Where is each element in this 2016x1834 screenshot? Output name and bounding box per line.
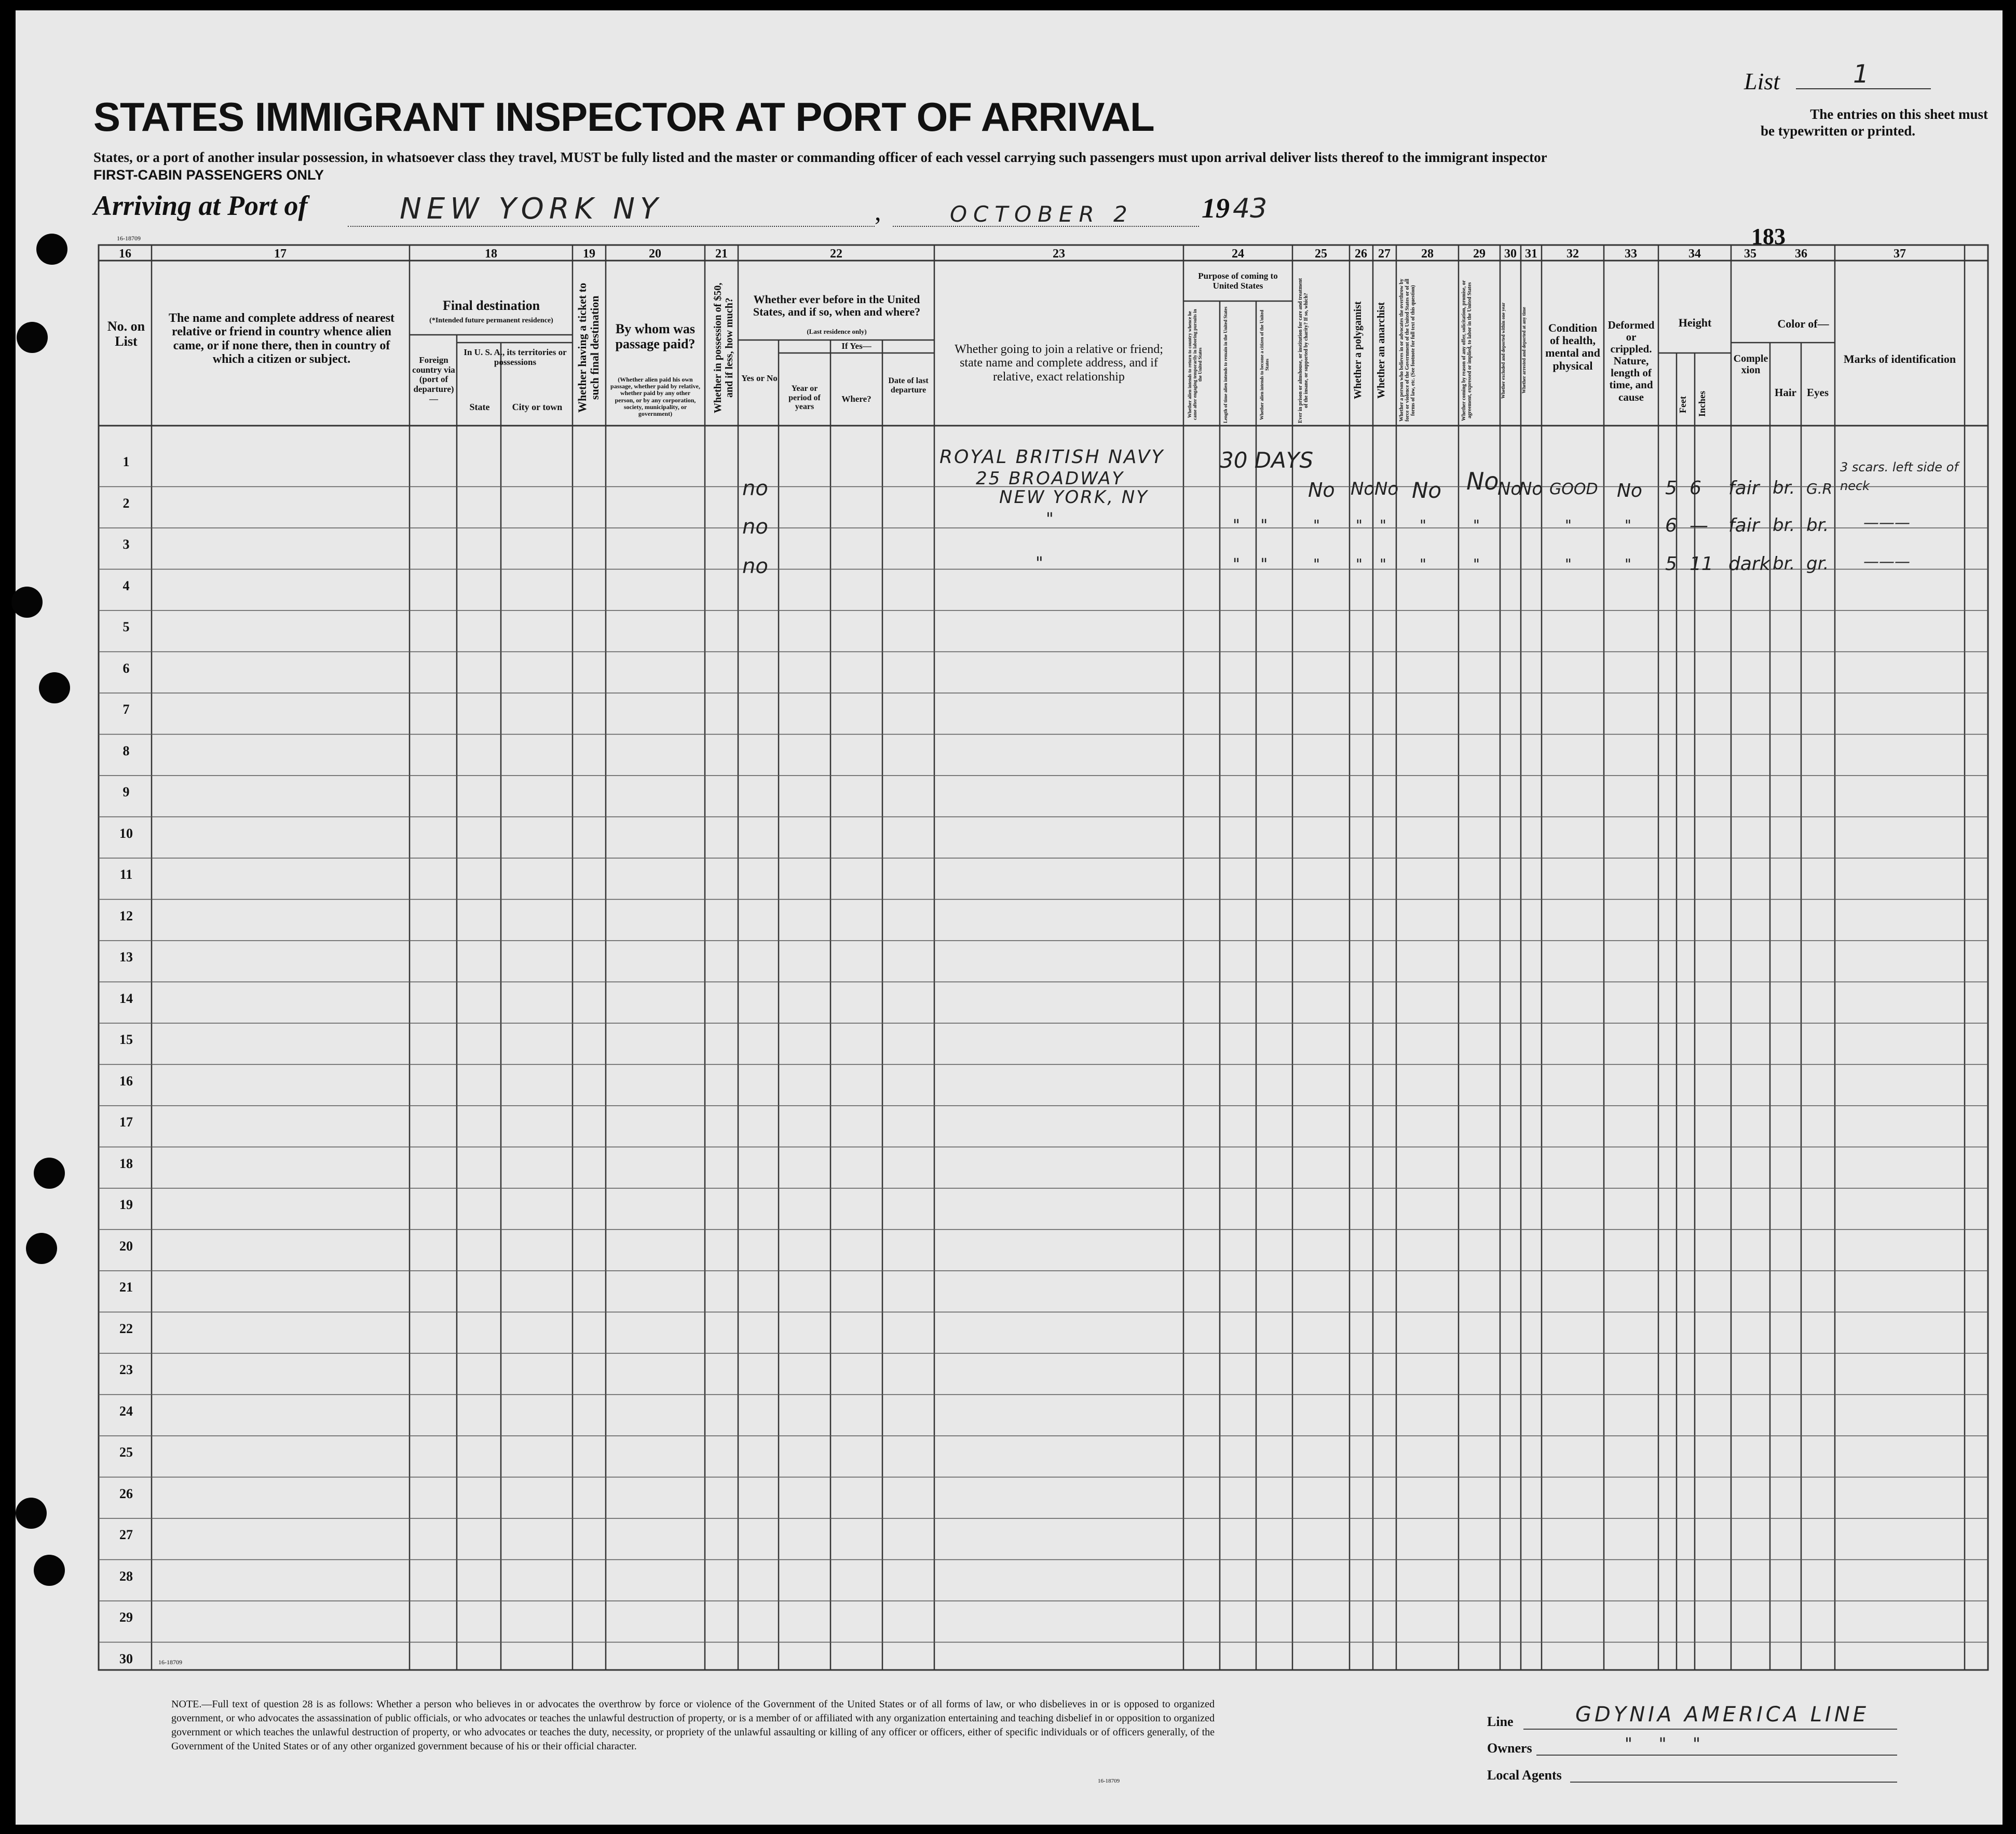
header-c21: Whether in possession of $50, and if less, how much? [712, 282, 735, 413]
header-c28: Whether a person who believes in or advocates the overthrow by force or violence of the Government of the United States or of all forms of law, etc. (See footnote for full text of this question) [1399, 279, 1416, 422]
row-number: 18 [119, 1156, 133, 1171]
row-number: 24 [119, 1403, 133, 1419]
entry-1-c27: No [1374, 479, 1399, 499]
entry-1-complexion: fair [1728, 478, 1760, 499]
row-number: 17 [119, 1115, 133, 1130]
row-number: 14 [119, 990, 133, 1006]
row-number: 30 [119, 1651, 133, 1666]
column-number: 30 [1504, 247, 1517, 261]
entry-1-hair: br. [1773, 478, 1795, 498]
entry-2-eyes: br. [1806, 515, 1829, 536]
entry-1-c28: No [1412, 478, 1442, 503]
footer-note: NOTE.—Full text of question 28 is as follows: Whether a person who believes in or advocates the overthrow by force or violence of the Government of the United States or of all forms of law, or who disbelieves in or is opposed to organized government, or who advocates the assassination of public officials, or who advocates or teaches the unlawful destruction of property, or is a member of or affiliated with any organization entertaining and teaching disbelief in or opposition to organized government or which teaches the unlawful destruction of property, or who advocates or teaches the duty, necessity, or propriety of the unlawful assaulting or killing of any officer or officers, either of specific individuals or of officers generally, of the Government of the United States or of any other organized government because of his or their official character. [171, 1699, 1215, 1752]
row-number: 16 [119, 1073, 133, 1089]
entry-3-c26: " [1356, 555, 1363, 573]
header-c25: Ever in prison or almshouse, or institution for care and treatment of the insane, or supported by charity? If so, which? [1298, 278, 1309, 423]
entry-2-c26: " [1356, 517, 1363, 534]
entry-3-hair: br. [1773, 553, 1795, 574]
entry-1-deformed: No [1617, 480, 1642, 501]
intro-line: States, or a port of another insular possession, in whatsoever class they travel, MUST be fully listed and the master or commanding officer of each vessel carrying such passengers must upon arrival deliver lists thereof to the immigrant inspector [93, 150, 1547, 165]
line-value: GDYNIA AMERICA LINE [1575, 1703, 1870, 1727]
column-number: 33 [1625, 247, 1637, 261]
entry-2-yesno: no [742, 515, 768, 539]
year-value: 43 [1233, 193, 1268, 224]
agents-underline [1570, 1782, 1897, 1783]
entry-1-c26: No [1351, 479, 1375, 499]
header-c37: Marks of identification [1843, 352, 1956, 365]
arriving-label: Arriving at Port of [93, 190, 308, 221]
header-c22-note: (Last residence only) [807, 328, 867, 335]
row-number: 1 [122, 454, 130, 469]
header-c18-state: State [469, 402, 490, 412]
date-value: OCTOBER 2 [950, 201, 1134, 227]
entry-1-c25: No [1308, 479, 1335, 501]
entry-3-feet: 5 [1665, 553, 1677, 575]
column-number: 23 [1053, 247, 1065, 261]
header-c22-yesno: Yes or No [741, 373, 778, 383]
entry-2-deformed: " [1625, 517, 1631, 534]
entry-3-c25: " [1313, 555, 1320, 573]
entry-2-c29: " [1473, 517, 1480, 534]
header-c33: Deformed or crippled. Nature, length of time, and cause [1608, 319, 1655, 403]
entry-3-health: " [1565, 555, 1572, 573]
header-c17: The name and complete address of nearest relative or friend in country whence alien came, or if none there, then in country of which a citizen or subject. [168, 311, 395, 366]
entry-1-length: 30 DAYS [1220, 447, 1314, 473]
column-number: 17 [274, 247, 287, 261]
list-value: 1 [1853, 60, 1869, 89]
entry-1-join-line3: NEW YORK, NY [999, 487, 1149, 508]
header-c27: Whether an anarchist [1375, 302, 1387, 399]
line-label: Line [1487, 1714, 1514, 1729]
header-c24-c: Whether alien intends to become a citizen of the United States [1259, 309, 1270, 420]
entry-2-c25: " [1313, 517, 1320, 534]
row-number: 22 [119, 1321, 133, 1336]
entry-3-marks: ——— [1863, 553, 1910, 571]
entry-2-marks: ——— [1863, 514, 1910, 532]
row-number: 11 [119, 867, 133, 882]
row-number: 6 [122, 660, 130, 676]
row-number: 10 [119, 825, 133, 841]
entry-3-c28: " [1420, 555, 1426, 573]
column-number: 34 [1688, 247, 1701, 261]
header-c24-b: Length of time alien intends to remain in the United States [1223, 306, 1228, 423]
row-number: 28 [119, 1568, 133, 1584]
row-number: 7 [122, 702, 130, 717]
column-number: 31 [1525, 247, 1537, 261]
entry-2-health: " [1565, 517, 1572, 534]
column-number: 35 [1744, 247, 1756, 261]
header-c18-title: Final destination [442, 298, 540, 313]
row-number: 29 [119, 1610, 133, 1625]
entry-2-length: " " [1233, 517, 1268, 535]
header-c36-title: Color of— [1777, 317, 1829, 330]
owners-underline [1536, 1755, 1897, 1756]
entry-1-eyes: G.R [1806, 480, 1833, 497]
entry-1-c29: No [1466, 467, 1499, 495]
entry-1-join-line1: ROYAL BRITISH NAVY [939, 446, 1165, 468]
header-c32: Condition of health, mental and physical [1545, 321, 1600, 372]
header-c22-title: Whether ever before in the United States, and if so, when and where? [753, 293, 921, 319]
entry-1-marks: 3 scars. left side of neck [1840, 460, 1958, 493]
header-c36-eyes: Eyes [1807, 386, 1829, 399]
entry-3-c29: " [1473, 555, 1480, 573]
header-c22-ifyes: If Yes— [841, 341, 871, 351]
entry-3-join: " [1036, 553, 1043, 573]
footer-note-form-number: 16-18709 [1098, 1778, 1120, 1784]
header-c31: Whether arrested and deported at any time [1521, 307, 1527, 394]
row-number: 8 [122, 743, 130, 758]
column-number: 19 [583, 247, 595, 261]
header-c26: Whether a polygamist [1352, 301, 1364, 400]
row-number: 9 [122, 784, 130, 799]
entry-3-inches: 11 [1690, 553, 1713, 575]
row-number: 23 [119, 1362, 133, 1377]
entry-1-c30: No [1497, 479, 1522, 499]
column-number: 36 [1795, 247, 1807, 261]
column-number: 32 [1567, 247, 1579, 261]
entry-3-deformed: " [1625, 555, 1631, 573]
entry-2-complexion: fair [1728, 515, 1760, 536]
entry-1-feet: 5 [1665, 478, 1677, 499]
entry-2-feet: 6 [1665, 515, 1677, 536]
entry-1-inches: 6 [1690, 478, 1701, 499]
agents-label: Local Agents [1487, 1768, 1562, 1783]
typewritten-note-2: be typewritten or printed. [1761, 123, 1915, 139]
page-title: STATES IMMIGRANT INSPECTOR AT PORT OF ARRIVAL [93, 94, 1154, 140]
header-c23: Whether going to join a relative or friend; state name and complete address, and if relative, exact relationship [955, 343, 1163, 384]
header-c30: Whether excluded and deported within one year [1501, 302, 1506, 399]
header-c20-title: By whom was passage paid? [615, 321, 696, 351]
column-number: 29 [1473, 247, 1486, 261]
page-number: 183 [1751, 224, 1786, 249]
form-number-bottom: 16-18709 [158, 1659, 182, 1666]
row-number: 13 [119, 949, 133, 964]
header-c22-where: Where? [841, 394, 871, 404]
entry-2-c27: " [1380, 517, 1386, 534]
row-number: 26 [119, 1486, 133, 1501]
entry-1-join-line2: 25 BROADWAY [976, 468, 1125, 489]
year-prefix: 19 [1202, 193, 1230, 224]
entry-3-c27: " [1380, 555, 1386, 573]
entry-3-complexion: dark [1728, 553, 1770, 575]
table-grid [16, 10, 2003, 1825]
entry-3-yesno: no [742, 554, 768, 578]
column-number: 22 [830, 247, 842, 261]
entry-2-join: " [1046, 509, 1054, 528]
port-comma: , [875, 197, 881, 226]
header-c35: Complexion [1733, 353, 1768, 376]
row-number: 4 [122, 578, 130, 593]
row-number: 5 [122, 619, 130, 634]
row-number: 27 [119, 1527, 133, 1542]
row-number: 19 [119, 1197, 133, 1212]
header-c22-date: Date of last departure [888, 376, 929, 395]
header-c36-hair: Hair [1775, 386, 1796, 399]
column-number: 37 [1894, 247, 1906, 261]
column-number: 28 [1421, 247, 1434, 261]
owners-label: Owners [1487, 1741, 1532, 1756]
header-c34-feet: Feet [1678, 396, 1688, 414]
entry-2-hair: br. [1773, 515, 1795, 536]
owners-value: " " " [1625, 1734, 1700, 1754]
entry-1-yesno: no [742, 477, 768, 500]
entry-3-eyes: gr. [1806, 553, 1829, 574]
typewritten-note-1: The entries on this sheet must [1810, 106, 1988, 122]
entry-1-c31: No [1519, 479, 1543, 499]
row-number: 20 [119, 1238, 133, 1254]
header-c18-city: City or town [512, 402, 563, 412]
row-number: 21 [119, 1280, 133, 1295]
column-number: 18 [485, 247, 497, 261]
row-number: 3 [122, 537, 130, 552]
header-c29: Whether coming by reason of any offer, solicitation, promise, or agreement, expressed or implied, to labor in the United States [1461, 280, 1473, 421]
column-number: 21 [715, 247, 728, 261]
class-line: FIRST-CABIN PASSENGERS ONLY [93, 167, 324, 183]
column-number: 26 [1355, 247, 1367, 261]
row-number: 25 [119, 1445, 133, 1460]
line-underline [1523, 1729, 1897, 1730]
manifest-sheet [16, 10, 2003, 1825]
column-number: 27 [1378, 247, 1391, 261]
header-c22-year: Year or period of years [788, 384, 821, 412]
header-c24-title: Purpose of coming to United States [1198, 271, 1278, 291]
row-number: 2 [122, 495, 130, 511]
entry-2-c28: " [1420, 517, 1426, 534]
entry-1-health: GOOD [1549, 480, 1598, 498]
row-number: 12 [119, 908, 133, 923]
header-c18-foreign: Foreign country via (port of departure)— [412, 355, 455, 404]
port-value: NEW YORK NY [400, 192, 663, 226]
list-label: List [1744, 68, 1780, 94]
header-c19: Whether having a ticket to such final destination [576, 282, 602, 413]
header-c34-inches: Inches [1697, 390, 1707, 417]
row-number: 15 [119, 1032, 133, 1047]
form-number-top: 16-18709 [117, 235, 141, 242]
column-number: 20 [649, 247, 661, 261]
header-c34-title: Height [1678, 316, 1712, 329]
header-c18-usa: In U. S. A., its territories or possessions [464, 347, 567, 367]
header-c24-a: Whether alien intends to return to country whence he came after engaging temporarily in laboring pursuits in the United States [1187, 309, 1203, 420]
column-number: 16 [119, 247, 131, 261]
entry-2-inches: — [1690, 515, 1708, 536]
entry-3-length: " " [1233, 555, 1268, 574]
column-number: 24 [1232, 247, 1244, 261]
header-c16: No. on List [107, 319, 145, 349]
header-c18-note: (*Intended future permanent residence) [429, 317, 553, 324]
column-number: 25 [1315, 247, 1327, 261]
header-c20-note: (Whether alien paid his own passage, whether paid by relative, whether paid by any other person, or by any corporation, society, municipality, or government) [610, 376, 700, 417]
